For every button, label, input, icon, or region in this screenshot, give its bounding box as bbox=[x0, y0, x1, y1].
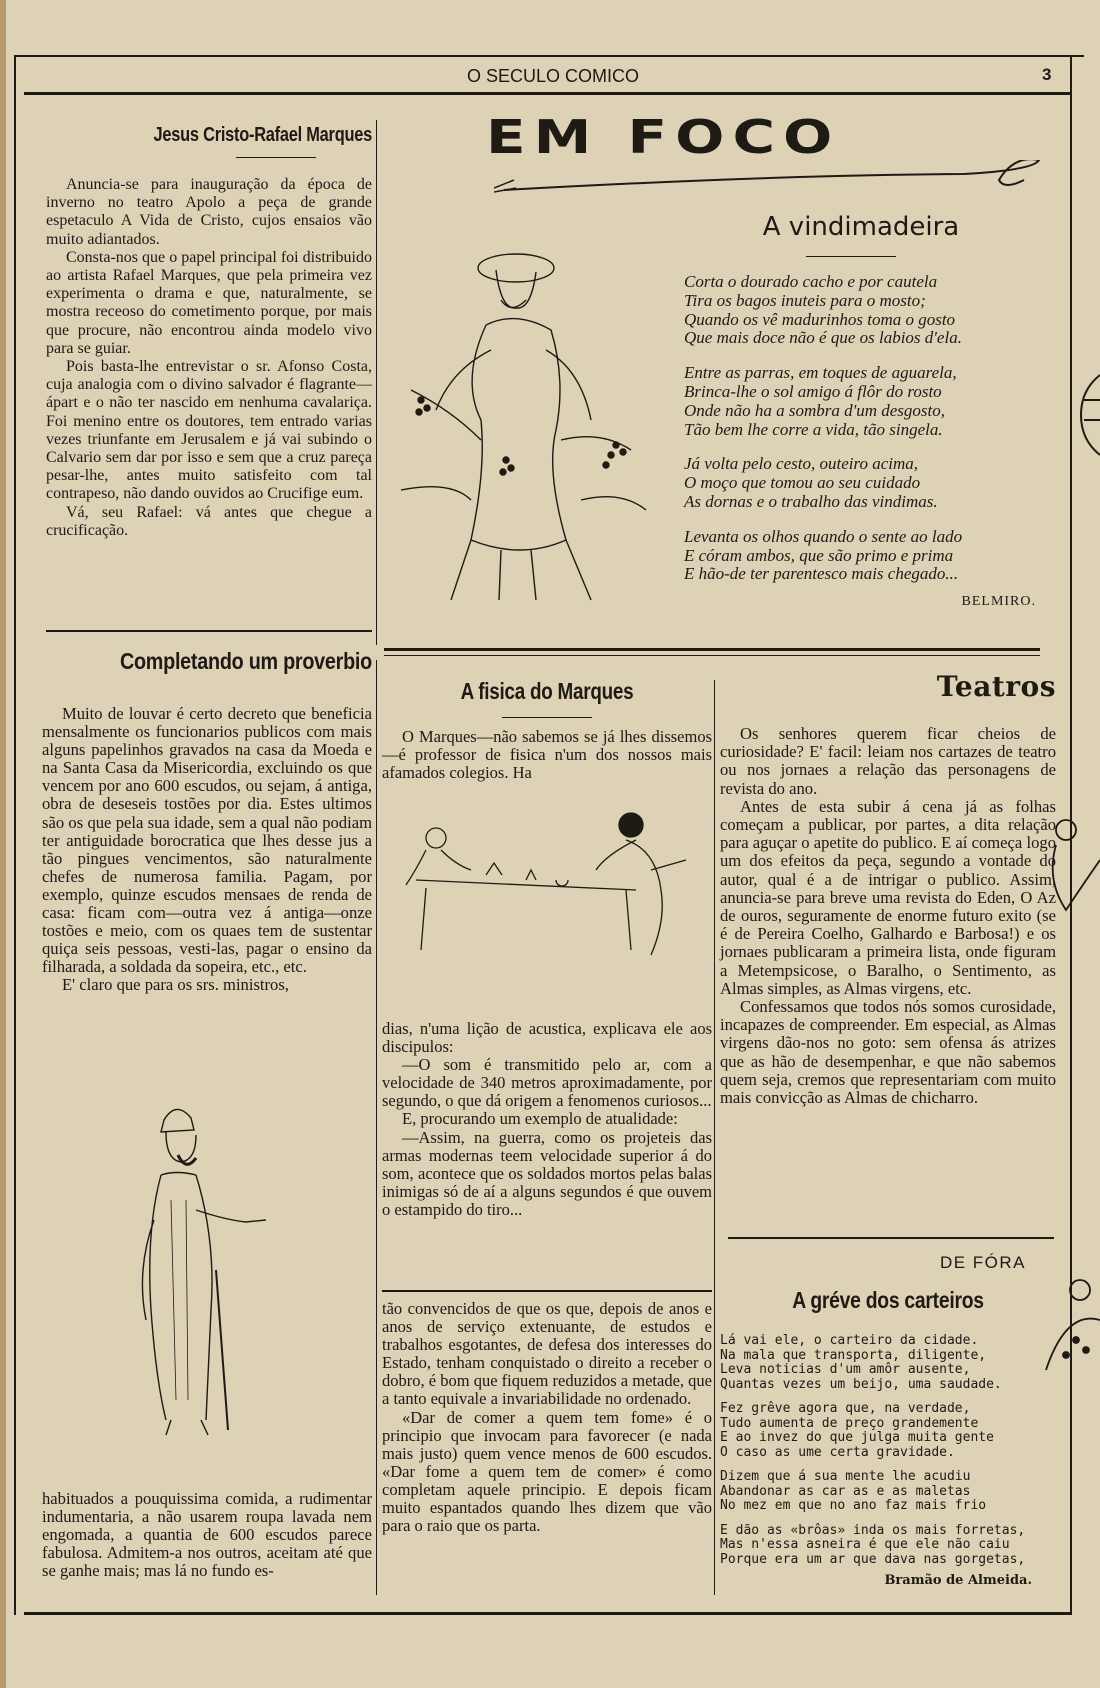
verse: Que mais doce não é que os labios d'ela. bbox=[684, 328, 962, 348]
paragraph: Os senhores querem ficar cheios de curiosidade? E' facil: leiam nos cartazes de teatro ou nos jornaes a relação das personagens de revista do ano. bbox=[720, 724, 1056, 798]
classroom-illustration bbox=[396, 810, 706, 960]
paragraph: tão convencidos de que os que, depois de anos e anos de serviço extenuante, de estudos e trabalhos esgotantes, de defesa dos interesses do Estado, tenham conquistado o direito a receber o dobro, é bom que fiquem reduzidos a metade, que a tanto equivale a invariabilidade no ordenado. bbox=[382, 1299, 712, 1409]
edge-ornament bbox=[1076, 370, 1100, 460]
kicker: DE FÓRA bbox=[939, 1253, 1026, 1272]
page-header-title: O SECULO COMICO bbox=[466, 66, 640, 86]
paragraph: —O som é transmitido pelo ar, com a velocidade de 340 metros aproximadamente, por segundo, o que dá origem a fenomenos curiosos... bbox=[382, 1055, 712, 1111]
paragraph: Pois basta-lhe entrevistar o sr. Afonso Costa, cuja analogia com o divino salvador é flagrante—ápart e o não ter nascido em nenhuma cavalariça. Foi menino entre os doutores, tem entrado varias vezes triunfante em Jerusalem e já vai subindo o Calvario sem dar por isso e sem que a cruz pareça pesar-lhe, antes muito satisfeito com tal contrapeso, não dando ouvidos ao Crucifige eum. bbox=[46, 358, 372, 503]
paragraph: dias, n'uma lição de acustica, explicava ele aos discipulos: bbox=[382, 1019, 712, 1057]
verse: E ao invez do que julga muita gente bbox=[720, 1430, 994, 1445]
verse: Na mala que transporta, diligente, bbox=[720, 1347, 987, 1363]
left-border bbox=[14, 55, 16, 1615]
paragraph: O Marques—não sabemos se já lhes dissemos—é professor de fisica n'um dos nossos mais afamados colegios. Ha bbox=[382, 727, 712, 783]
stanza bbox=[720, 1470, 1056, 1514]
verse: Fez grêve agora que, na verdade, bbox=[720, 1401, 971, 1416]
article-proverbio-continuation bbox=[42, 1490, 372, 1580]
article-fisica-continued bbox=[382, 1020, 712, 1219]
double-rule bbox=[384, 648, 1040, 651]
verse: Onde não ha a sombra d'um desgosto, bbox=[684, 400, 945, 420]
paragraph: Anuncia-se para inauguração da época de inverno no teatro Apolo a peça de grande espetaculo A Vida de Cristo, cujos ensaios vão muito adiantados. bbox=[46, 176, 372, 248]
stanza bbox=[720, 1402, 1056, 1460]
newspaper-page bbox=[6, 0, 1100, 1688]
verse: Quando os vê madurinhos toma o gosto bbox=[684, 309, 956, 329]
column-divider bbox=[376, 660, 377, 1595]
title-underline bbox=[806, 256, 896, 257]
section-rule bbox=[728, 1237, 1054, 1239]
verse: As dornas e o trabalho das vindimas. bbox=[684, 491, 938, 511]
flourish-ornament bbox=[494, 160, 1054, 200]
verse: Abandonar as car as e as maletas bbox=[720, 1483, 971, 1499]
double-rule bbox=[384, 655, 1040, 656]
paragraph: «Dar de comer a quem tem fome» é o principio que invocam para favorecer (e nada mais justo) quem vence menos de 600 escudos. «Dar fome a quem tem de comer» é como completam aquele principio. E depois ficam muito espantados quando lhes dizem que vão para o raio que os parta. bbox=[382, 1407, 712, 1536]
article-title: A gréve dos carteiros bbox=[792, 1287, 984, 1313]
stanza bbox=[684, 273, 1056, 348]
header-rule bbox=[24, 92, 1070, 95]
title-underline bbox=[236, 157, 316, 158]
verse: E dão as «brôas» inda os mais forretas, bbox=[720, 1522, 1026, 1538]
article-fisica bbox=[382, 678, 712, 783]
man-with-cane-illustration bbox=[116, 1100, 296, 1440]
verse: Tudo aumenta de preço grandemente bbox=[720, 1415, 979, 1431]
stanza bbox=[684, 364, 1056, 439]
verse: E córam ambos, que são primo e prima bbox=[684, 545, 954, 565]
bottom-rule bbox=[24, 1612, 1070, 1615]
em-foco-title: EM FOCO bbox=[486, 110, 841, 165]
article-proverbio-end bbox=[382, 1300, 712, 1535]
page-number: 3 bbox=[1042, 65, 1052, 84]
paragraph: Antes de esta subir á cena já as folhas começam a publicar, por partes, a dita relação para aguçar o apetite do publico. E aí começa logo um dos efeitos da peça, segundo a vontade do autor, qual é a de intrigar o publico. Assim, anuncia-se para breve uma revista do Eden, O Az de ouros, seguramente de enorme futuro exito (se é de Pereira Coelho, Galhardo e Barbosa!) e os jornaes publicaram a primeira lista, onde figuram a Metempsicose, o Baralho, o Sentimento, as Almas simples, as Almas virgens, etc. bbox=[720, 796, 1056, 998]
verse: Já volta pelo cesto, outeiro acima, bbox=[684, 454, 919, 474]
poem-signature: Bramão de Almeida. bbox=[884, 1573, 1032, 1588]
verse: Tira os bagos inuteis para o mosto; bbox=[684, 290, 926, 310]
verse: Lá vai ele, o carteiro da cidade. bbox=[720, 1333, 979, 1348]
verse: Mas n'essa asneira é que ele não caiu bbox=[720, 1537, 1010, 1552]
verse: E hão-de ter parentesco mais chegado... bbox=[684, 564, 959, 584]
poem-vindimadeira bbox=[666, 212, 1056, 610]
paragraph: Vá, seu Rafael: vá antes que chegue a crucificação. bbox=[46, 503, 372, 539]
verse: Porque era um ar que dava nas gorgetas, bbox=[720, 1551, 1026, 1567]
article-teatros bbox=[720, 670, 1056, 1107]
verse: Corta o dourado cacho e por cautela bbox=[684, 272, 938, 291]
column-divider bbox=[714, 680, 715, 1595]
stanza bbox=[684, 528, 1056, 584]
poem-title: A vindimadeira bbox=[762, 212, 960, 242]
paragraph: —Assim, na guerra, como os projeteis das armas modernas teem velocidade superior á do som, acontece que os soldados mortos pelas balas inimigas só de aí a alguns segundos é que ouvem o estampido do tiro... bbox=[382, 1127, 712, 1219]
poem-signature: BELMIRO. bbox=[961, 594, 1036, 610]
article-de-fora bbox=[720, 1253, 1056, 1588]
article-title: Completando um proverbio bbox=[119, 648, 372, 674]
paragraph: Muito de louvar é certo decreto que beneficia mensalmente os funcionarios publicos com mais alguns papelinhos gravados na casa da Moeda e na Santa Casa da Misericordia, excluindo os que vencem por ano 600 escudos, ou sejam, á antiga, obra de deseseis tostões por dia. Estes ultimos são os que pela sua idade, sem a qual não podiam ter antiguidade borocratica que lhes desse jus a tão pingues vencimentos, são naturalmente chefes de numerosa familia. Pagam, por exemplo, quinze escudos mensaes de renda de casa: ficam com—outra vez á antiga—onze tostões e meio, com os quaes tem de sustentar quiça seis pessoas, vesti-las, pagar o ensino da filharada, a soldada da sopeira, etc., etc. bbox=[42, 704, 372, 977]
verse: Entre as parras, em toques de aguarela, bbox=[684, 363, 957, 383]
section-rule bbox=[46, 630, 372, 632]
title-underline bbox=[502, 717, 592, 718]
edge-figure bbox=[1046, 800, 1100, 920]
column-divider bbox=[376, 120, 377, 645]
verse: O moço que tomou ao seu cuidado bbox=[684, 473, 921, 493]
verse: Tão bem lhe corre a vida, tão singela. bbox=[684, 419, 943, 439]
verse: Brinca-lhe o sol amigo á flôr do rosto bbox=[684, 381, 942, 401]
top-border bbox=[14, 55, 1084, 57]
article-title: Teatros bbox=[936, 670, 1056, 703]
verse: O caso as ume certa gravidade. bbox=[720, 1444, 955, 1460]
article-title: A fisica do Marques bbox=[460, 678, 634, 704]
article-proverbio bbox=[42, 648, 372, 995]
verse: Dizem que á sua mente lhe acudiu bbox=[720, 1469, 971, 1484]
stanza bbox=[720, 1524, 1056, 1568]
paragraph: E' claro que para os srs. ministros, bbox=[62, 975, 289, 995]
verse: Quantas vezes um beijo, uma saudade. bbox=[720, 1376, 1002, 1392]
edge-figure bbox=[1036, 1270, 1100, 1390]
stanza bbox=[684, 455, 1056, 511]
article-jesus-cristo bbox=[46, 124, 372, 540]
section-rule bbox=[382, 1290, 712, 1292]
paragraph: habituados a pouquissima comida, a rudimentar indumentaria, a não usarem roupa lavada nem engomada, a quantia de 600 escudos parece fabulosa. Admitem-a nos outros, aceitam até que se ganhe mais; mas lá no fundo es- bbox=[42, 1489, 372, 1581]
stanza bbox=[720, 1334, 1056, 1392]
verse: No mez em que no ano faz mais frio bbox=[720, 1498, 987, 1513]
verse: Levanta os olhos quando o sente ao lado bbox=[684, 526, 963, 546]
article-title: Jesus Cristo-Rafael Marques bbox=[153, 124, 372, 146]
paragraph: Consta-nos que o papel principal foi distribuido ao artista Rafael Marques, que pela primeira vez experimenta o drama e que, naturalmente, se mostra receoso do cometimento porque, por mais que procure, não encontrou ainda modelo vivo para se guiar. bbox=[46, 248, 372, 357]
paragraph: Confessamos que todos nós somos curosidade, incapazes de compreender. Em especial, as Almas virgens dão-nos no goto: sem ofensa ás atrizes que as hão de desempenhar, e que não sabemos quem seja, cremos que representariam com muito mais convicção as Almas de chicharro. bbox=[720, 997, 1056, 1108]
paragraph: E, procurando um exemplo de atualidade: bbox=[402, 1109, 678, 1129]
verse: Leva noticias d'um amôr ausente, bbox=[720, 1362, 971, 1377]
grape-harvester-illustration bbox=[391, 240, 656, 605]
